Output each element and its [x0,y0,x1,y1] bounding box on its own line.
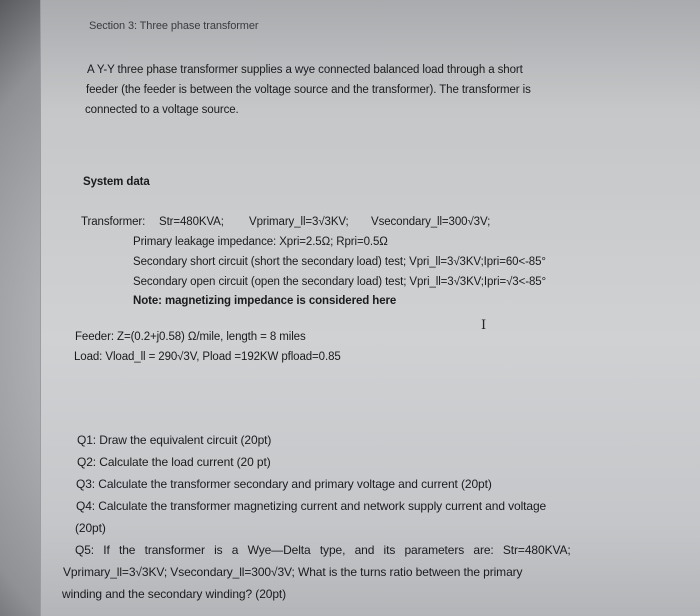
open-circuit-test: Secondary open circuit (open the secondary load) test; Vpri_ll=3√3KV;Ipri=√3<-85° [133,276,547,288]
intro-line-3: connected to a voltage source. [85,104,239,116]
question-1: Q1: Draw the equivalent circuit (20pt) [77,433,272,447]
intro-line-2: feeder (the feeder is between the voltage source and the transformer). The transformer is [86,84,531,96]
section-title: Section 3: Three phase transformer [89,20,259,32]
question-2: Q2: Calculate the load current (20 pt) [77,455,271,469]
feeder-data: Feeder: Z=(0.2+j0.58) Ω/mile, length = 8 miles [75,331,306,343]
transformer-vprimary: Vprimary_ll=3√3KV; [249,216,349,228]
leakage-impedance: Primary leakage impedance: Xpri=2.5Ω; Rpri=0.5Ω [133,236,388,248]
question-4-points: (20pt) [75,521,106,535]
load-data: Load: Vload_ll = 290√3V, Pload =192KW pfload=0.85 [74,351,341,363]
question-5-line-1: Q5: If the transformer is a Wye—Delta type, and its parameters are: Str=480KVA; [75,543,571,557]
transformer-label: Transformer: [81,216,146,228]
transformer-str: Str=480KVA; [159,216,224,228]
system-data-heading: System data [83,176,150,188]
question-3: Q3: Calculate the transformer secondary and primary voltage and current (20pt) [76,477,492,491]
question-4: Q4: Calculate the transformer magnetizing current and network supply current and voltage [76,499,547,513]
paper-sheet [40,0,700,616]
text-cursor-icon: I [481,318,487,333]
intro-line-1: A Y-Y three phase transformer supplies a wye connected balanced load through a short [87,64,523,76]
question-5-line-3: winding and the secondary winding? (20pt) [62,587,287,601]
question-5-line-2: Vprimary_ll=3√3KV; Vsecondary_ll=300√3V; What is the turns ratio between the primary [63,565,523,579]
short-circuit-test: Secondary short circuit (short the secondary load) test; Vpri_ll=3√3KV;Ipri=60<-85° [133,256,546,268]
magnetizing-note: Note: magnetizing impedance is considered here [133,295,397,307]
transformer-vsecondary: Vsecondary_ll=300√3V; [371,216,491,228]
